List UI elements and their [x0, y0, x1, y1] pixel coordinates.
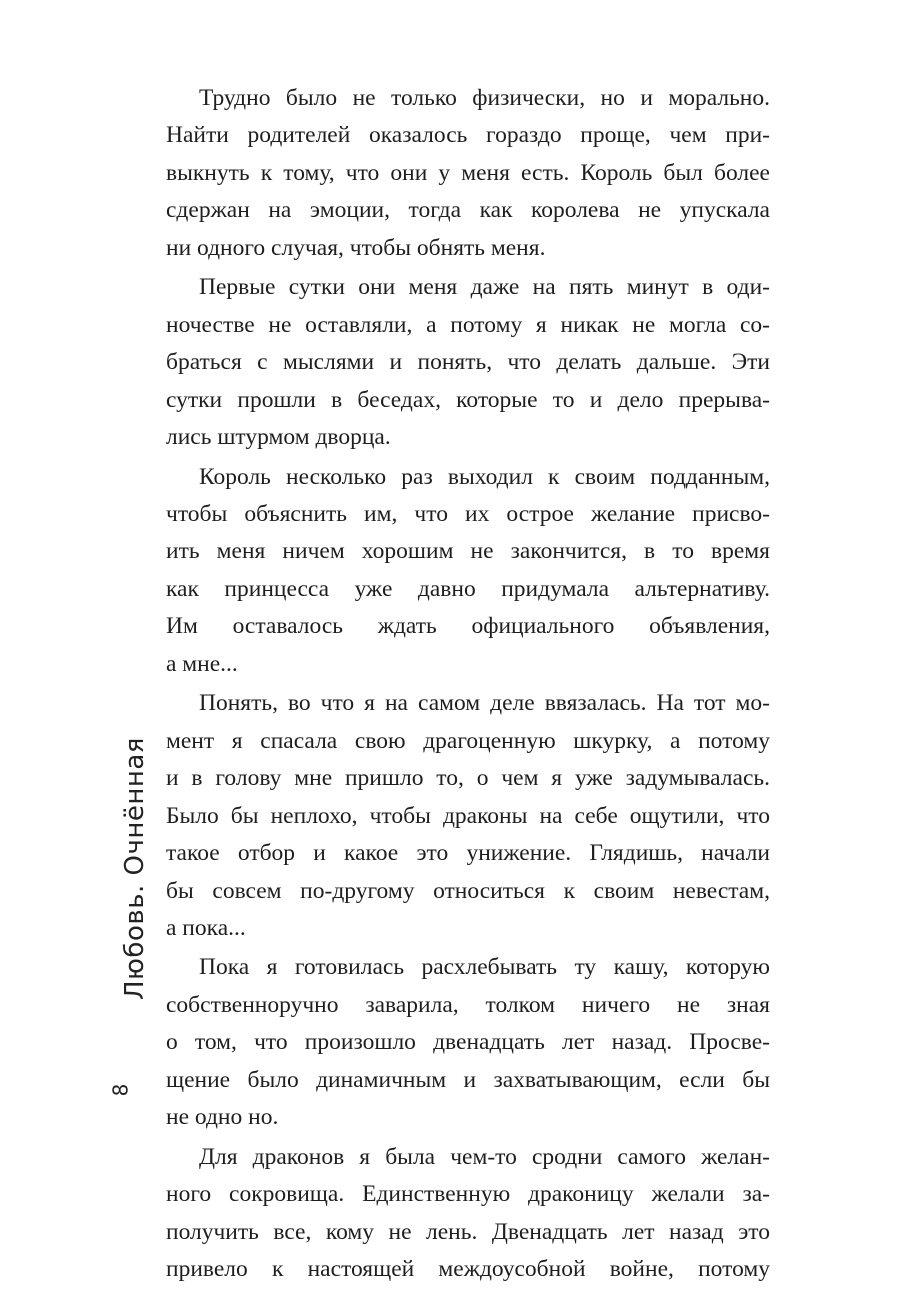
text-line: Для драконов я была чем-то сродни самого желан-: [199, 1143, 770, 1170]
text-line: Понять, во что я на самом деле ввязалась. На тот мо-: [199, 690, 770, 717]
text-line: Трудно было не только физически, но и морально.: [199, 85, 770, 111]
text-line: и в голову мне пришло то, о чем я уже задумывалась.: [166, 765, 770, 792]
text-line: не одно но.: [166, 1104, 279, 1131]
text-line: а мне...: [166, 650, 238, 677]
text-line: сутки прошли в беседах, которые то и дело прерыва-: [166, 386, 770, 413]
text-line: как принцесса уже давно придумала альтернативу.: [166, 575, 770, 602]
text-line: Было бы неплохо, чтобы драконы на себе ощутили, что: [166, 802, 770, 829]
text-line: о том, что произошло двенадцать лет назад. Просве-: [166, 1029, 770, 1056]
text-line: мент я спасала свою драгоценную шкурку, а потому: [166, 727, 770, 754]
text-line: лись штурмом дворца.: [166, 424, 391, 451]
text-line: Король несколько раз выходил к своим подданным,: [199, 463, 770, 490]
text-line: собственноручно заварила, толком ничего не зная: [166, 991, 770, 1018]
text-line: такое отбор и какое это унижение. Глядишь, начали: [166, 840, 770, 867]
body-text: [166, 80, 770, 1289]
text-line: Пока я готовилась расхлебывать ту кашу, которую: [199, 954, 770, 981]
text-line: чтобы объяснить им, что их острое желание присво-: [166, 500, 770, 527]
text-line: ночестве не оставляли, а потому я никак не могла со-: [166, 311, 770, 338]
text-line: получить все, кому не лень. Двенадцать лет назад это: [166, 1218, 770, 1245]
text-line: ного сокровища. Единственную драконицу желали за-: [166, 1181, 770, 1208]
text-line: Им оставалось ждать официального объявления,: [166, 613, 770, 640]
text-line: выкнуть к тому, что они у меня есть. Король был более: [166, 159, 770, 186]
text-line: Найти родителей оказалось гораздо проще, чем при-: [166, 122, 770, 149]
text-line: бы совсем по-другому относиться к своим невестам,: [166, 877, 770, 904]
text-line: щение было динамичным и захватывающим, если бы: [166, 1066, 770, 1093]
page-number: 8: [108, 1083, 133, 1097]
text-line: а пока...: [166, 914, 246, 941]
text-line: Первые сутки они меня даже на пять минут в оди-: [199, 274, 770, 301]
text-line: ить меня ничем хорошим не закончится, в то время: [166, 538, 770, 565]
text-line: ни одного случая, чтобы обнять меня.: [166, 234, 546, 261]
running-head: Любовь. Очнённая: [120, 737, 150, 1000]
text-line: привело к настоящей междоусобной войне, потому: [166, 1256, 770, 1283]
text-line: браться с мыслями и понять, что делать дальше. Эти: [166, 349, 770, 376]
text-line: сдержан на эмоции, тогда как королева не упускала: [166, 197, 770, 224]
